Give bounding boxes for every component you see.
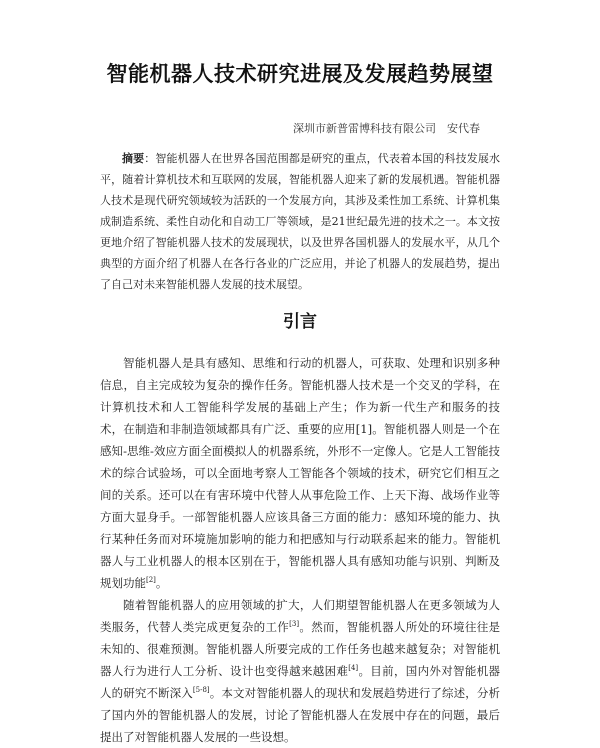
citation-ref: [5-8] <box>192 686 210 695</box>
paragraph-text: 随着智能机器人的应用领域的扩大，人们期望智能机器人在更多领域为人类服务，代替人类完成更复杂的工作 <box>100 598 500 634</box>
citation-ref: [4] <box>348 664 359 673</box>
paragraph-text: 。本文对智能机器人的现状和发展趋势进行了综述，分析了国内外的智能机器人的发展，讨论了智能机器人在发展中存在的问题，最后提出了对智能机器人发展的一些设想。 <box>100 686 501 744</box>
intro-paragraph-2 <box>100 594 500 748</box>
abstract-label: 摘要 <box>122 152 145 165</box>
author-line: 深圳市新普雷博科技有限公司 安代春 <box>293 122 480 135</box>
paper-title: 智能机器人技术研究进展及发展趋势展望 <box>106 62 494 86</box>
paragraph-text: 。然而，智能机器人所处的环境往往是未知的、很难预测。智能机器人所要完成的工作任务也越来越复杂；对智能机器人行为进行人工分析、设计也变得越来越困难 <box>100 620 501 678</box>
paragraph-text: 。 <box>155 576 168 590</box>
abstract <box>100 148 500 295</box>
citation-ref: [2] <box>146 576 156 585</box>
citation-ref: [3] <box>289 620 300 629</box>
section-heading-intro: 引言 <box>283 312 317 332</box>
paragraph-text: 。目前，国内外对智能机器人的研究不断深入 <box>100 664 501 700</box>
abstract-text: ：智能机器人在世界各国范围都是研究的重点，代表着本国的科技发展水平，随着计算机技术和互联网的发展，智能机器人迎来了新的发展机遇。智能机器人技术是现代研究领域较为活跃的一个发展方向，其涉及柔性加工系统、计算机集成制造系统、柔性自动化和自动工厂等领域，是21世纪最先进的技术之一。本文按更地介绍了智能机器人技术的发展现状，以及世界各国机器人的发展水平，从几个典型的方面介绍了机器人在各行各业的广泛应用，并论了机器人的发展趋势，提出了自己对未来智能机器人发展的技术展望。 <box>100 152 501 291</box>
intro-paragraph-1 <box>100 352 500 594</box>
paragraph-text: 智能机器人是具有感知、思维和行动的机器人，可获取、处理和识别多种信息，自主完成较为复杂的操作任务。智能机器人技术是一个交叉的学科，在计算机技术和人工智能科学发展的基础上产生；作为新一代生产和服务的技术，在制造和非制造领域都具有广泛、重要的应用[1]。智能机器人则是一个在感知-思维-效应方面全面模拟人的机器系统，外形不一定像人。它是人工智能技术的综合试验场，可以全面地考察人工智能各个领域的技术，研究它们相互之间的关系。还可以在有害环境中代替人从事危险工作、上天下海、战场作业等方面大显身手。一部智能机器人应该具备三方面的能力：感知环境的能力、执行某种任务而对环境施加影响的能力和把感知与行动联系起来的能力。智能机器人与工业机器人的根本区别在于，智能机器人具有感知功能与识别、判断及规划功能 <box>100 356 500 590</box>
